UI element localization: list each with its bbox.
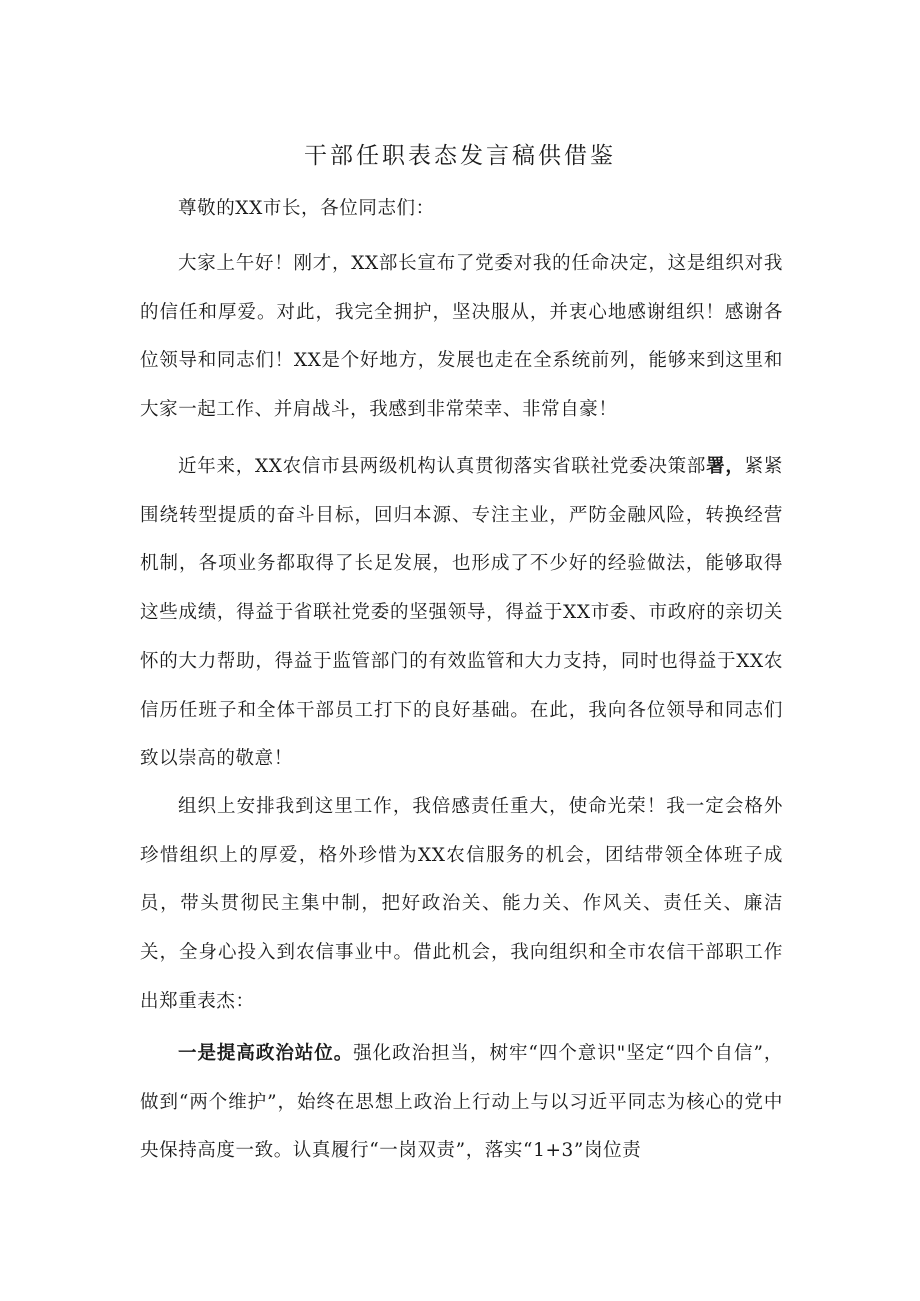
paragraph-2-text-before: 近年来，XX农信市县两级机构认真贯彻落实省联社党委决策部 [178,456,707,477]
paragraph-2 [140,443,783,784]
paragraph-1: 大家上午好！刚才，XX部长宣布了党委对我的任命决定，这是组织对我的信任和厚爱。对此，我完全拥护，坚决服从，并衷心地感谢组织！感谢各位领导和同志们！XX是个好地方，发展也走在全系统前列，能够来到这里和大家一起工作、并肩战斗，我感到非常荣幸、非常自豪！ [140,253,783,421]
paragraph-4-lead: 一是提高政治站位。 [178,1043,354,1064]
paragraph-4 [140,1030,783,1176]
paragraph-2-text-after: 紧紧围绕转型提质的奋斗目标，回归本源、专注主业，严防金融风险，转换经营机制，各项业务都取得了长足发展，也形成了不少好的经验做法，能够取得这些成绩，得益于省联社党委的坚强领导，得益于XX市委、市政府的亲切关怀的大力帮助，得益于监管部门的有效监管和大力支持，同时也得益于XX农信历任班子和全体干部员工打下的良好基础。在此，我向各位领导和同志们致以崇高的敬意！ [140,456,783,770]
salutation: 尊敬的XX市长，各位同志们： [178,198,435,219]
paragraph-4-text: 强化政治担当，树牢“四个意识"坚定“四个自信”，做到“两个维护”，始终在思想上政治上行动上与以习近平同志为核心的党中央保持高度一致。认真履行“一岗双责”，落实“1+3”岗位责 [140,1043,783,1162]
document-title: 干部任职表态发言稿供借鉴 [304,143,616,169]
paragraph-3: 组织上安排我到这里工作，我倍感责任重大，使命光荣！我一定会格外珍惜组织上的厚爱，格外珍惜为XX农信服务的机会，团结带领全体班子成员，带头贯彻民主集中制，把好政治关、能力关、作风关、责任关、廉洁关，全身心投入到农信事业中。借此机会，我向组织和全市农信干部职工作出郑重表杰： [140,796,783,1012]
paragraph-2-bold-char: 署， [706,456,745,477]
